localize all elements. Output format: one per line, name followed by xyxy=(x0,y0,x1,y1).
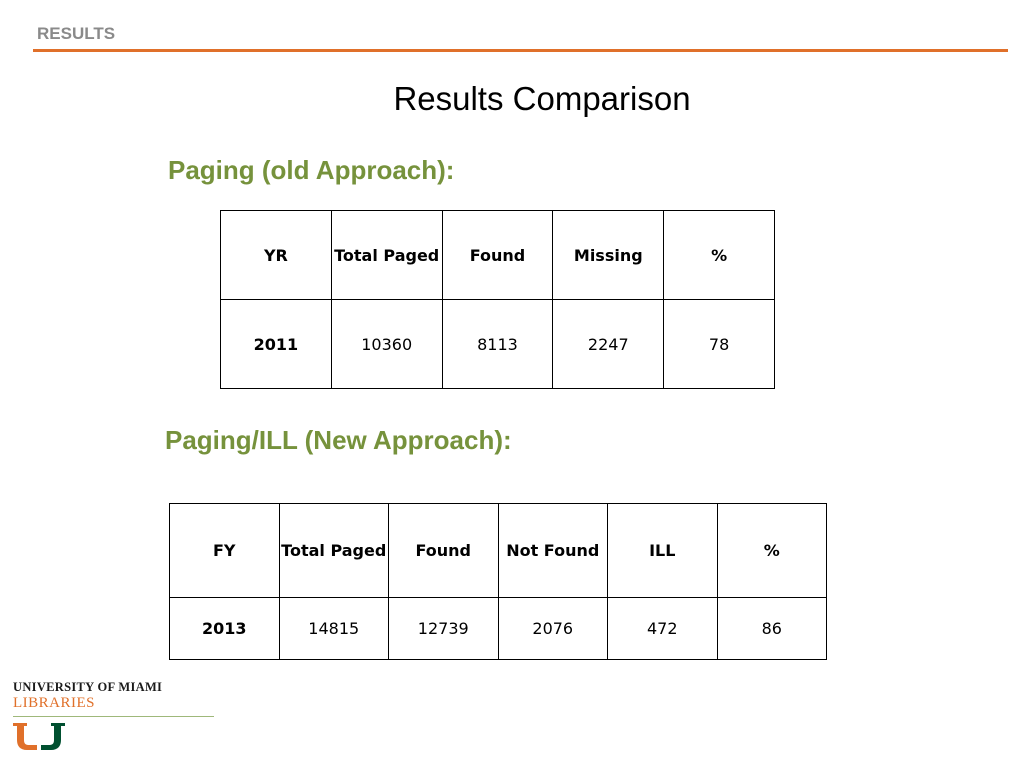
cell-not-found: 2076 xyxy=(498,598,608,660)
slide-title: Results Comparison xyxy=(393,80,691,117)
table-header-row xyxy=(221,211,775,300)
new-approach-table xyxy=(169,503,827,660)
old-approach-table xyxy=(220,210,775,389)
old-approach-heading: Paging (old Approach): xyxy=(168,155,455,185)
column-header-found: Found xyxy=(389,504,499,598)
table-row xyxy=(170,598,827,660)
cell-found: 12739 xyxy=(389,598,499,660)
um-split-u-logo-icon xyxy=(13,723,65,750)
column-header-total-paged: Total Paged xyxy=(331,211,442,300)
table-header-row xyxy=(170,504,827,598)
column-header-found: Found xyxy=(442,211,553,300)
header-divider xyxy=(33,49,1008,52)
cell-percent: 86 xyxy=(717,598,827,660)
column-header-percent: % xyxy=(664,211,775,300)
column-header-missing: Missing xyxy=(553,211,664,300)
cell-ill: 472 xyxy=(608,598,718,660)
cell-year: 2013 xyxy=(170,598,280,660)
logo-libraries-text: LIBRARIES xyxy=(13,695,96,711)
column-header-not-found: Not Found xyxy=(498,504,608,598)
new-approach-heading: Paging/ILL (New Approach): xyxy=(165,425,512,455)
column-header-ill: ILL xyxy=(608,504,718,598)
cell-total-paged: 14815 xyxy=(279,598,389,660)
column-header-percent: % xyxy=(717,504,827,598)
table-row xyxy=(221,300,775,389)
logo-university-text: UNIVERSITY OF MIAMI xyxy=(13,680,163,694)
cell-percent: 78 xyxy=(664,300,775,389)
cell-total-paged: 10360 xyxy=(331,300,442,389)
column-header-total-paged: Total Paged xyxy=(279,504,389,598)
university-libraries-logo xyxy=(13,678,218,758)
logo-divider xyxy=(13,716,214,717)
section-label: RESULTS xyxy=(37,24,116,43)
cell-missing: 2247 xyxy=(553,300,664,389)
cell-found: 8113 xyxy=(442,300,553,389)
column-header-yr: YR xyxy=(221,211,332,300)
column-header-fy: FY xyxy=(170,504,280,598)
cell-year: 2011 xyxy=(221,300,332,389)
